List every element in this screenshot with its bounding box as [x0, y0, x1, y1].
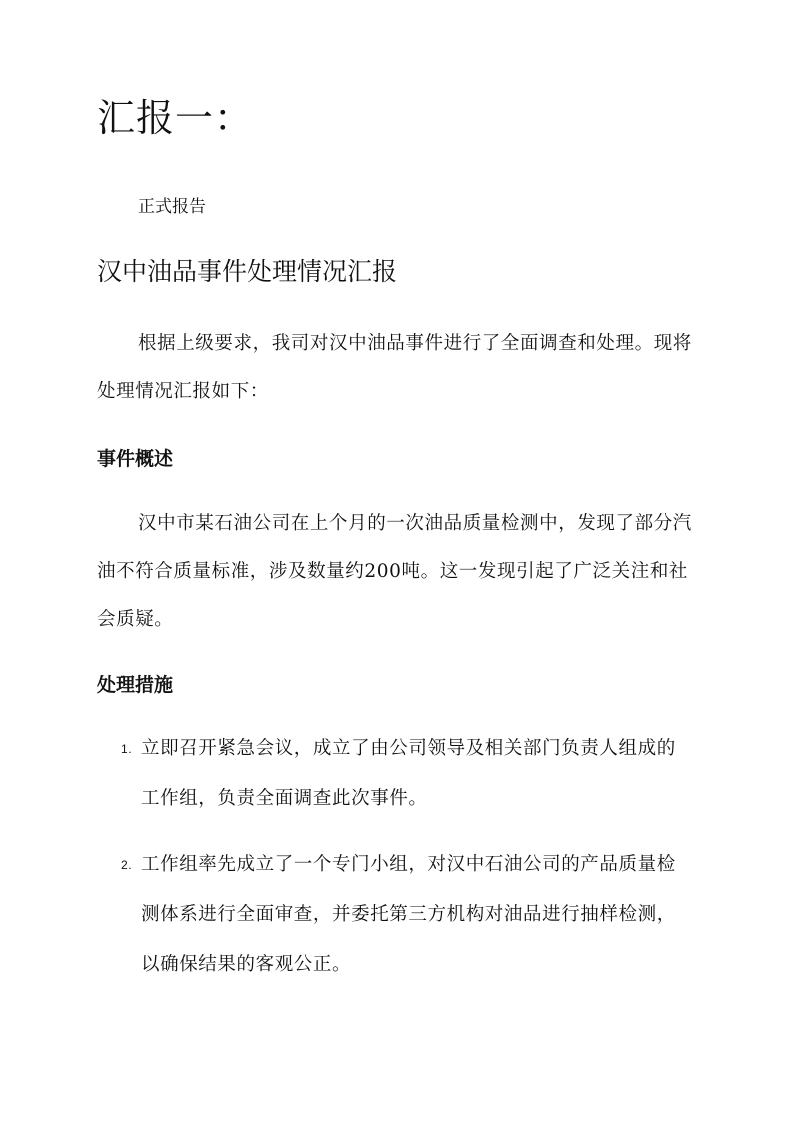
- section-heading-overview: 事件概述: [97, 448, 174, 470]
- document-label: 正式报告: [138, 197, 206, 217]
- document-title: 汉中油品事件处理情况汇报: [97, 257, 398, 286]
- document-heading: 汇报一：: [97, 96, 254, 140]
- list-item: [97, 840, 707, 990]
- intro-paragraph: 根据上级要求，我司对汉中油品事件进行了全面调查和处理。现将处理情况汇报如下：: [97, 333, 692, 402]
- measures-list-item-1-wrapper: [97, 724, 707, 824]
- list-item-number: 1.: [121, 742, 133, 756]
- overview-paragraph: 汉中市某石油公司在上个月的一次油品质量检测中，发现了部分汽油不符合质量标准，涉及数量约200吨。这一发现引起了广泛关注和社会质疑。: [97, 513, 692, 630]
- list-item: [97, 724, 707, 824]
- section-heading-measures: 处理措施: [97, 674, 174, 696]
- list-item-number: 2.: [121, 858, 133, 872]
- measures-list-item-2-wrapper: [97, 840, 707, 990]
- list-item-text: 立即召开紧急会议，成立了由公司领导及相关部门负责人组成的工作组，负责全面调查此次事件。: [141, 738, 676, 809]
- list-item-text: 工作组率先成立了一个专门小组，对汉中石油公司的产品质量检测体系进行全面审查，并委托第三方机构对油品进行抽样检测，以确保结果的客观公正。: [141, 854, 676, 975]
